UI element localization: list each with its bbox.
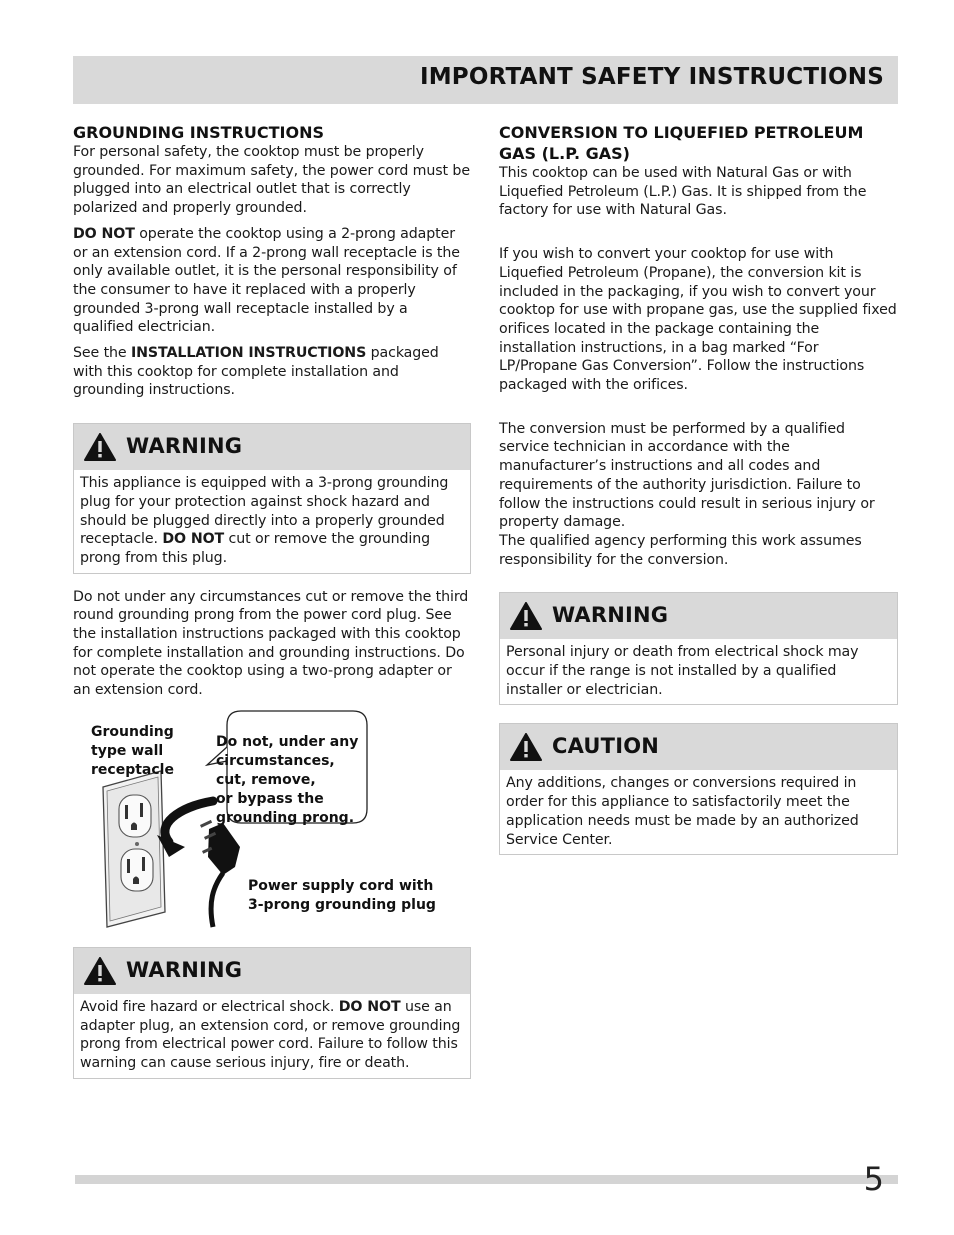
warning-triangle-icon (84, 433, 116, 461)
caution-title: CAUTION (552, 734, 660, 759)
grounding-paragraph-3 (73, 344, 471, 400)
cord-label-line: Power supply cord with (248, 877, 434, 894)
warning-header (74, 948, 470, 994)
warning-text: Personal injury or death from electrical shock may occur if the range is not installed by a qualified installer or electrician. (506, 644, 859, 698)
receptacle-label-line: type wall (91, 742, 164, 759)
bubble-text-line: cut, remove, (216, 771, 316, 788)
grounding-paragraph-3-text: packaged with this cooktop for complete installation and grounding instructions. (73, 345, 439, 399)
warning-title: WARNING (126, 957, 243, 982)
warning-triangle-icon (510, 733, 542, 761)
warning-box-grounding-plug (73, 423, 471, 574)
conversion-title: CONVERSION TO LIQUEFIED PETROLEUM GAS (L.P. GAS) (499, 123, 864, 163)
warning-title: WARNING (552, 603, 669, 628)
right-column (499, 122, 898, 855)
caution-text: Any additions, changes or conversions required in order for this appliance to satisfactorily meet the application needs must be made by an authorized Service Center. (506, 775, 859, 848)
bubble-warning-text (216, 733, 358, 828)
installation-instructions-emphasis: INSTALLATION INSTRUCTIONS (130, 345, 367, 362)
warning-text-pre: This appliance is equipped with a 3-prong grounding plug for your protection against shock hazard and should be plugged directly into a properly grounded receptacle. (80, 475, 449, 548)
bubble-text-line: circumstances, (216, 752, 335, 769)
cord-label (248, 877, 436, 915)
grounding-plug-icon (200, 820, 240, 927)
warning-box-electrical-shock (499, 592, 898, 705)
warning-box-fire-hazard (73, 947, 471, 1079)
warning-text-rest: use an adapter plug, an extension cord, or remove grounding prong from electrical power cord. Failure to follow this warning can cause serious injury, fire or death. (80, 998, 461, 1071)
receptacle-label (91, 723, 174, 780)
grounding-paragraph-2 (73, 225, 471, 337)
conversion-paragraph-4: The qualified agency performing this work assumes responsibility for the conversion. (499, 532, 862, 568)
page-number: 5 (863, 1160, 884, 1198)
conversion-paragraph-1: This cooktop can be used with Natural Gas or with Liquefied Petroleum (L.P.) Gas. It is shipped from the factory for use with Natural Gas. (499, 165, 867, 219)
do-not-emphasis: DO NOT (338, 998, 401, 1015)
warning-text-pre: Avoid fire hazard or electrical shock. (80, 998, 339, 1015)
warning-triangle-icon (510, 602, 542, 630)
bubble-text-line: Do not, under any (216, 733, 359, 750)
warning-text-rest: cut or remove the grounding prong from this plug. (80, 531, 431, 566)
warning-text (74, 470, 470, 573)
cord-label-line: 3-prong grounding plug (248, 896, 436, 913)
grounding-paragraph-4: Do not under any circumstances cut or remove the third round grounding prong from the power cord plug. See the installation instructions packaged with this cooktop for complete installation and grounding instructions. Do not operate the cooktop using a two-prong adapter or an extension cord. (73, 588, 469, 699)
page-title: IMPORTANT SAFETY INSTRUCTIONS (419, 64, 884, 90)
warning-header (500, 593, 897, 639)
caution-box (499, 723, 898, 855)
warning-title: WARNING (126, 434, 243, 459)
curved-arrow-icon (157, 801, 213, 857)
receptacle-label-line: Grounding (91, 723, 174, 740)
footer-bar (75, 1175, 898, 1184)
bubble-text-line: or bypass the (216, 790, 324, 807)
warning-triangle-icon (84, 957, 116, 985)
header-bar (73, 56, 898, 104)
receptacle-label-line: receptacle (91, 761, 174, 778)
grounding-paragraph-2-text: operate the cooktop using a 2-prong adapter or an extension cord. If a 2-prong wall receptacle is the only available outlet, it is the personal responsibility of the consumer to have it replaced with a properly grounded 3-prong wall receptacle installed by a qualified electrician. (73, 225, 460, 336)
warning-text (74, 994, 470, 1078)
caution-header (500, 724, 897, 770)
grounding-paragraph-3-pre: See the (73, 345, 131, 362)
grounding-diagram (73, 707, 471, 932)
left-column (73, 122, 471, 1079)
do-not-emphasis: DO NOT (162, 531, 225, 548)
do-not-emphasis: DO NOT (73, 225, 135, 242)
grounding-title: GROUNDING INSTRUCTIONS (73, 123, 324, 142)
bubble-text-line: grounding prong. (216, 809, 355, 826)
wall-receptacle-icon (103, 771, 165, 927)
warning-header (74, 424, 470, 470)
conversion-paragraph-3: The conversion must be performed by a qualified service technician in accordance with the manufacturer’s instructions and all codes and requirements of the authority jurisdiction. Failure to follow the instructions could result in serious injury or property damage. (499, 420, 875, 531)
grounding-paragraph-1: For personal safety, the cooktop must be properly grounded. For maximum safety, the power cord must be plugged into an electrical outlet that is correctly polarized and properly grounded. (73, 144, 470, 217)
conversion-paragraph-2: If you wish to convert your cooktop for use with Liquefied Petroleum (Propane), the conversion kit is included in the packaging, if you wish to convert your cooktop for use with propane gas, use the supplied fixed orifices located in the package containing the installation instructions, in a bag marked “For LP/Propane Gas Conversion”. Follow the instructions packaged with the orifices. (499, 246, 897, 394)
